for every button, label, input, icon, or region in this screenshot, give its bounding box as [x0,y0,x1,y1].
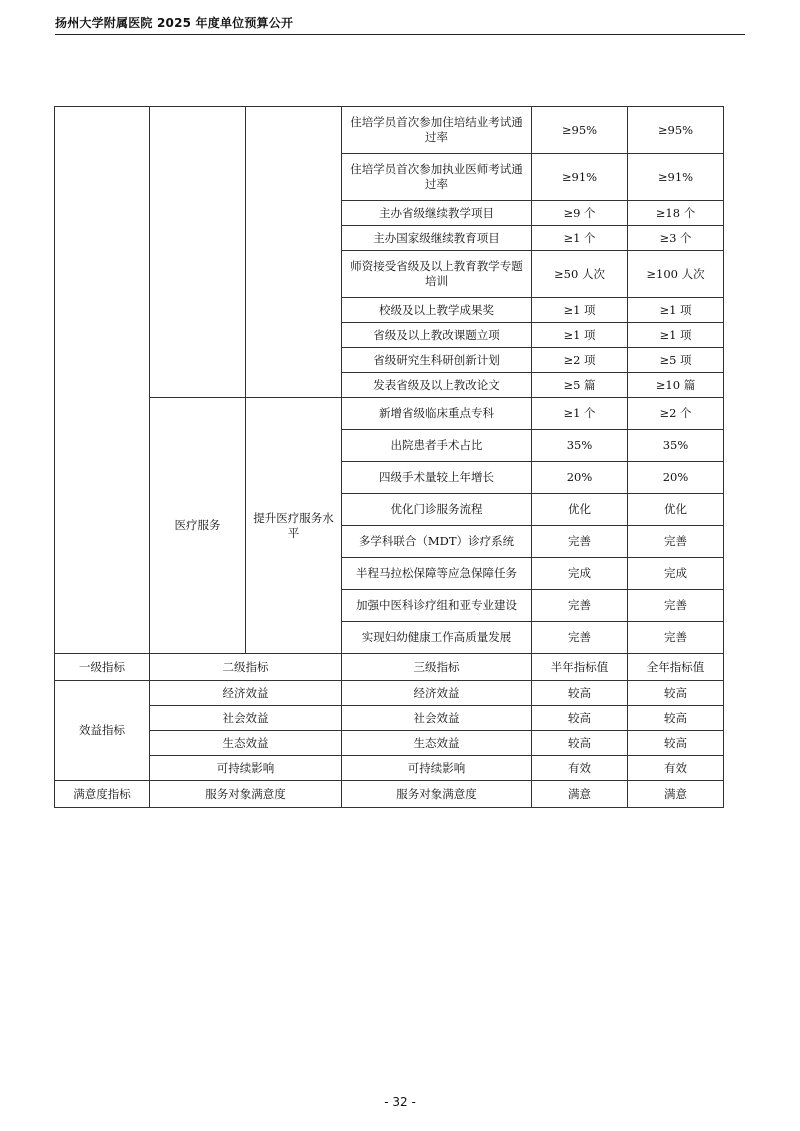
full-year-value: ≥18 个 [628,201,724,226]
half-year-value: 35% [532,430,628,462]
header-title: 扬州大学附属医院 2025 年度单位预算公开 [55,16,294,30]
satisfaction-level2: 服务对象满意度 [150,781,342,808]
table-row [55,731,724,756]
indicator-name: 半程马拉松保障等应急保障任务 [342,558,532,590]
indicator-name: 实现妇幼健康工作高质量发展 [342,622,532,654]
full-year-value: 完善 [628,526,724,558]
half-year-value: 有效 [532,756,628,781]
half-year-value: ≥1 项 [532,298,628,323]
full-year-value: 完善 [628,590,724,622]
table-row [55,781,724,808]
full-year-value: ≥1 项 [628,323,724,348]
full-year-value: 较高 [628,706,724,731]
half-year-value: 20% [532,462,628,494]
satisfaction-category: 满意度指标 [55,781,150,808]
half-year-value: ≥50 人次 [532,251,628,298]
page-number: - 32 - [384,1095,416,1109]
indicator-name: 主办省级继续教学项目 [342,201,532,226]
performance-indicator-table [54,106,724,808]
half-year-value: 较高 [532,706,628,731]
indicator-name: 新增省级临床重点专科 [342,398,532,430]
medical-category: 医疗服务 [150,398,246,654]
table-row [55,107,724,154]
full-year-value: ≥3 个 [628,226,724,251]
half-year-value: 完善 [532,590,628,622]
full-year-value: ≥100 人次 [628,251,724,298]
indicator-name: 出院患者手术占比 [342,430,532,462]
full-year-value: 较高 [628,731,724,756]
half-year-value: 满意 [532,781,628,808]
half-year-value: 较高 [532,681,628,706]
half-year-value: ≥95% [532,107,628,154]
indicator-name: 优化门诊服务流程 [342,494,532,526]
indicator-name: 服务对象满意度 [342,781,532,808]
full-year-value: ≥5 项 [628,348,724,373]
full-year-value: 满意 [628,781,724,808]
half-year-value: 完善 [532,622,628,654]
full-year-value: ≥1 项 [628,298,724,323]
full-year-value: ≥2 个 [628,398,724,430]
page-header [55,10,745,35]
header-level3: 三级指标 [342,654,532,681]
half-year-value: ≥1 项 [532,323,628,348]
indicator-name: 多学科联合（MDT）诊疗系统 [342,526,532,558]
table-header-row [55,654,724,681]
table-row [55,681,724,706]
table-row [55,756,724,781]
indicator-name: 省级及以上教改课题立项 [342,323,532,348]
half-year-value: 完成 [532,558,628,590]
full-year-value: 较高 [628,681,724,706]
indicator-name: 省级研究生科研创新计划 [342,348,532,373]
header-half-year: 半年指标值 [532,654,628,681]
full-year-value: 完善 [628,622,724,654]
indicator-name: 四级手术量较上年增长 [342,462,532,494]
benefit-level2: 可持续影响 [150,756,342,781]
half-year-value: ≥5 篇 [532,373,628,398]
header-level1: 一级指标 [55,654,150,681]
full-year-value: 20% [628,462,724,494]
indicator-name: 校级及以上教学成果奖 [342,298,532,323]
table-body [55,107,724,808]
header-full-year: 全年指标值 [628,654,724,681]
indicator-name: 可持续影响 [342,756,532,781]
indicator-name: 经济效益 [342,681,532,706]
header-level2: 二级指标 [150,654,342,681]
indicator-name: 师资接受省级及以上教育教学专题 培训 [342,251,532,298]
benefit-level2: 经济效益 [150,681,342,706]
half-year-value: ≥1 个 [532,398,628,430]
full-year-value: 优化 [628,494,724,526]
level2-cell-empty [150,107,246,398]
full-year-value: ≥95% [628,107,724,154]
half-year-value: 完善 [532,526,628,558]
level1-cell-empty [55,107,150,654]
full-year-value: 有效 [628,756,724,781]
full-year-value: ≥10 篇 [628,373,724,398]
full-year-value: ≥91% [628,154,724,201]
half-year-value: ≥2 项 [532,348,628,373]
indicator-name: 加强中医科诊疗组和亚专业建设 [342,590,532,622]
table-row [55,398,724,430]
indicator-name: 社会效益 [342,706,532,731]
half-year-value: ≥91% [532,154,628,201]
full-year-value: 35% [628,430,724,462]
indicator-name: 生态效益 [342,731,532,756]
medical-subcategory: 提升医疗服务水 平 [246,398,342,654]
table-row [55,706,724,731]
half-year-value: ≥1 个 [532,226,628,251]
benefit-category: 效益指标 [55,681,150,781]
indicator-name: 发表省级及以上教改论文 [342,373,532,398]
half-year-value: ≥9 个 [532,201,628,226]
indicator-name: 主办国家级继续教育项目 [342,226,532,251]
full-year-value: 完成 [628,558,724,590]
benefit-level2: 生态效益 [150,731,342,756]
half-year-value: 较高 [532,731,628,756]
benefit-level2: 社会效益 [150,706,342,731]
half-year-value: 优化 [532,494,628,526]
indicator-name: 住培学员首次参加住培结业考试通 过率 [342,107,532,154]
indicator-name: 住培学员首次参加执业医师考试通 过率 [342,154,532,201]
level2b-cell-empty [246,107,342,398]
